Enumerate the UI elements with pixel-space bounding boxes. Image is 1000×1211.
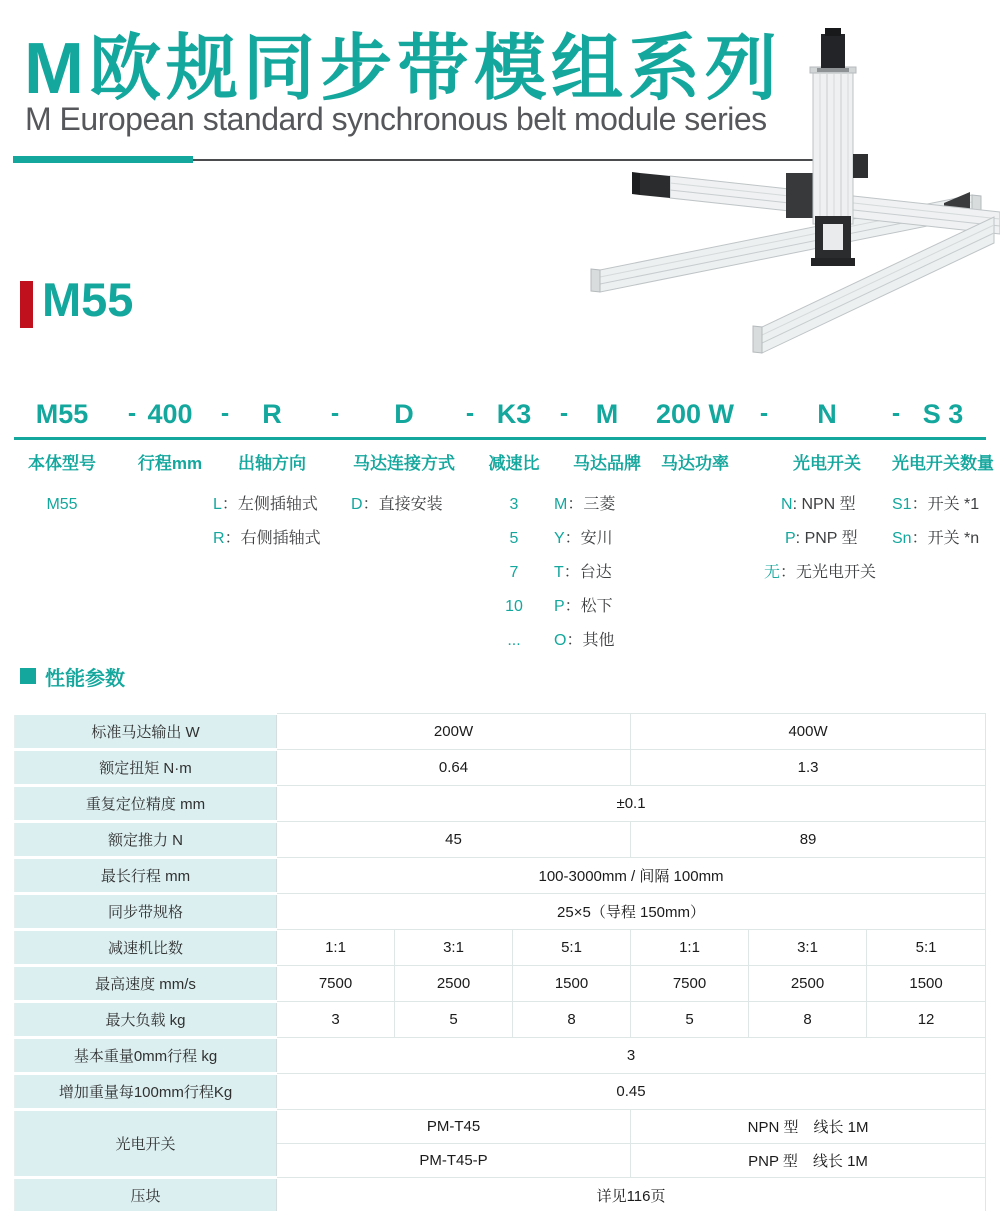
ordering-label-ratio: 减速比 [488,454,540,473]
table-row [15,858,986,894]
ordering-label-mount: 马达连接方式 [353,454,455,473]
table-cell: 8 [749,1002,867,1038]
table-cell: PM-T45 [277,1110,631,1144]
table-cell: 8 [513,1002,631,1038]
model-accent-bar [20,281,33,328]
table-row [15,894,986,930]
table-cell: 100-3000mm / 间隔 100mm [277,858,986,894]
options-brand [554,488,615,658]
ordering-options [0,488,1000,663]
table-cell: 0.64 [277,750,631,786]
options-ratio [489,488,539,658]
table-cell: 3 [277,1002,395,1038]
options-photo-switch [764,488,876,590]
ordering-label-stroke: 行程mm [137,454,203,473]
table-cell: 5 [631,1002,749,1038]
options-direction [213,488,321,556]
table-cell: 5 [395,1002,513,1038]
table-cell: 89 [631,822,986,858]
table-cell: 45 [277,822,631,858]
code-part-switch: N [817,399,837,429]
option-ratio-3: 3 [509,496,519,513]
table-cell: 12 [867,1002,986,1038]
table-cell: 1:1 [631,930,749,966]
options-switch-qty [892,488,979,556]
row-label: 额定扭矩 N·m [15,750,277,786]
table-cell: 1500 [513,966,631,1002]
table-cell: 400W [631,714,986,750]
options-mount [351,488,443,522]
table-row [15,822,986,858]
code-part-stroke: 400 [147,399,193,429]
table-cell: 3:1 [749,930,867,966]
code-dash: - [127,399,137,427]
table-cell: 0.45 [277,1074,986,1110]
table-cell: 25×5（导程 150mm） [277,894,986,930]
option-qty-s1: S1：开关 *1 [892,496,980,513]
table-row [15,1178,986,1211]
table-row [15,1002,986,1038]
code-part-brand: M [595,399,619,429]
table-cell: ±0.1 [277,786,986,822]
row-label: 标准马达输出 W [15,714,277,750]
table-cell: 7500 [631,966,749,1002]
table-cell: 200W [277,714,631,750]
code-dash: - [330,399,340,427]
row-label: 最长行程 mm [15,858,277,894]
gantry-illustration [570,28,1000,390]
table-row [15,1074,986,1110]
table-row [15,966,986,1002]
model-heading: M55 [42,273,134,326]
table-row [15,1038,986,1074]
row-label: 基本重量0mm行程 kg [15,1038,277,1074]
option-brand-m: M：三菱 [554,496,616,513]
ordering-label-direction: 出轴方向 [238,454,306,473]
table-row [15,786,986,822]
table-cell: PM-T45-P [277,1144,631,1178]
table-cell: 7500 [277,966,395,1002]
code-dash: - [759,399,769,427]
header-accent-rule [13,156,193,163]
code-part-model: M55 [35,399,89,429]
options-model [20,488,104,522]
option-brand-y: Y：安川 [554,530,613,547]
table-row [15,1110,986,1144]
code-part-mount: D [394,399,414,429]
table-cell: PNP 型 线长 1M [631,1144,986,1178]
option-direction-l: L：左侧插轴式 [213,496,318,513]
page-title: M欧规同步带模组系列 [24,29,782,109]
section-square-icon [20,668,36,684]
ordering-label-switch: 光电开关 [793,454,861,473]
ordering-label-model: 本体型号 [28,454,96,473]
table-cell: 1:1 [277,930,395,966]
row-label: 额定推力 N [15,822,277,858]
table-cell: 2500 [749,966,867,1002]
table-row [15,750,986,786]
table-cell: NPN 型 线长 1M [631,1110,986,1144]
code-part-power: 200 W [655,399,735,429]
row-label: 重复定位精度 mm [15,786,277,822]
option-brand-o: O：其他 [554,632,615,649]
row-label: 增加重量每100mm行程Kg [15,1074,277,1110]
option-model-m55: M55 [46,496,78,513]
code-part-qty: S 3 [922,399,964,429]
row-label: 最大负载 kg [15,1002,277,1038]
row-label: 最高速度 mm/s [15,966,277,1002]
table-cell: 3:1 [395,930,513,966]
option-mount-d: D：直接安装 [351,496,443,513]
ordering-code-rule [14,437,986,440]
option-brand-t: T：台达 [554,564,612,581]
code-dash: - [559,399,569,427]
table-cell: 5:1 [867,930,986,966]
option-direction-r: R：右侧插轴式 [213,530,321,547]
option-ratio-7: 7 [509,564,519,581]
option-switch-npn: N: NPN 型 [781,496,856,513]
ordering-label-qty: 光电开关数量 [892,454,994,473]
row-label: 光电开关 [15,1110,277,1178]
row-label: 压块 [15,1178,277,1211]
table-cell: 1500 [867,966,986,1002]
table-row [15,930,986,966]
code-dash: - [220,399,230,427]
option-qty-sn: Sn：开关 *n [892,530,980,547]
code-dash: - [891,399,901,427]
option-ratio-10: 10 [505,598,523,615]
table-cell: 2500 [395,966,513,1002]
table-row [15,714,986,750]
table-cell: 1.3 [631,750,986,786]
table-cell: 5:1 [513,930,631,966]
table-cell: 详见116页 [277,1178,986,1211]
page-subtitle: M European standard synchronous belt module series [25,101,767,137]
option-switch-pnp: P: PNP 型 [785,530,858,547]
ordering-label-power: 马达功率 [661,454,729,473]
code-part-direction: R [262,399,282,429]
code-part-ratio: K3 [496,399,532,429]
option-ratio-5: 5 [509,530,519,547]
table-cell: 3 [277,1038,986,1074]
code-dash: - [465,399,475,427]
row-label: 同步带规格 [15,894,277,930]
performance-table [14,712,986,1211]
row-label: 减速机比数 [15,930,277,966]
option-switch-none: 无：无光电开关 [764,564,877,581]
performance-heading: 性能参数 [45,668,125,690]
option-brand-p: P：松下 [554,598,613,615]
product-render-gantry-image [570,28,1000,390]
ordering-label-brand: 马达品牌 [573,454,641,473]
option-ratio-etc: ... [507,632,521,649]
